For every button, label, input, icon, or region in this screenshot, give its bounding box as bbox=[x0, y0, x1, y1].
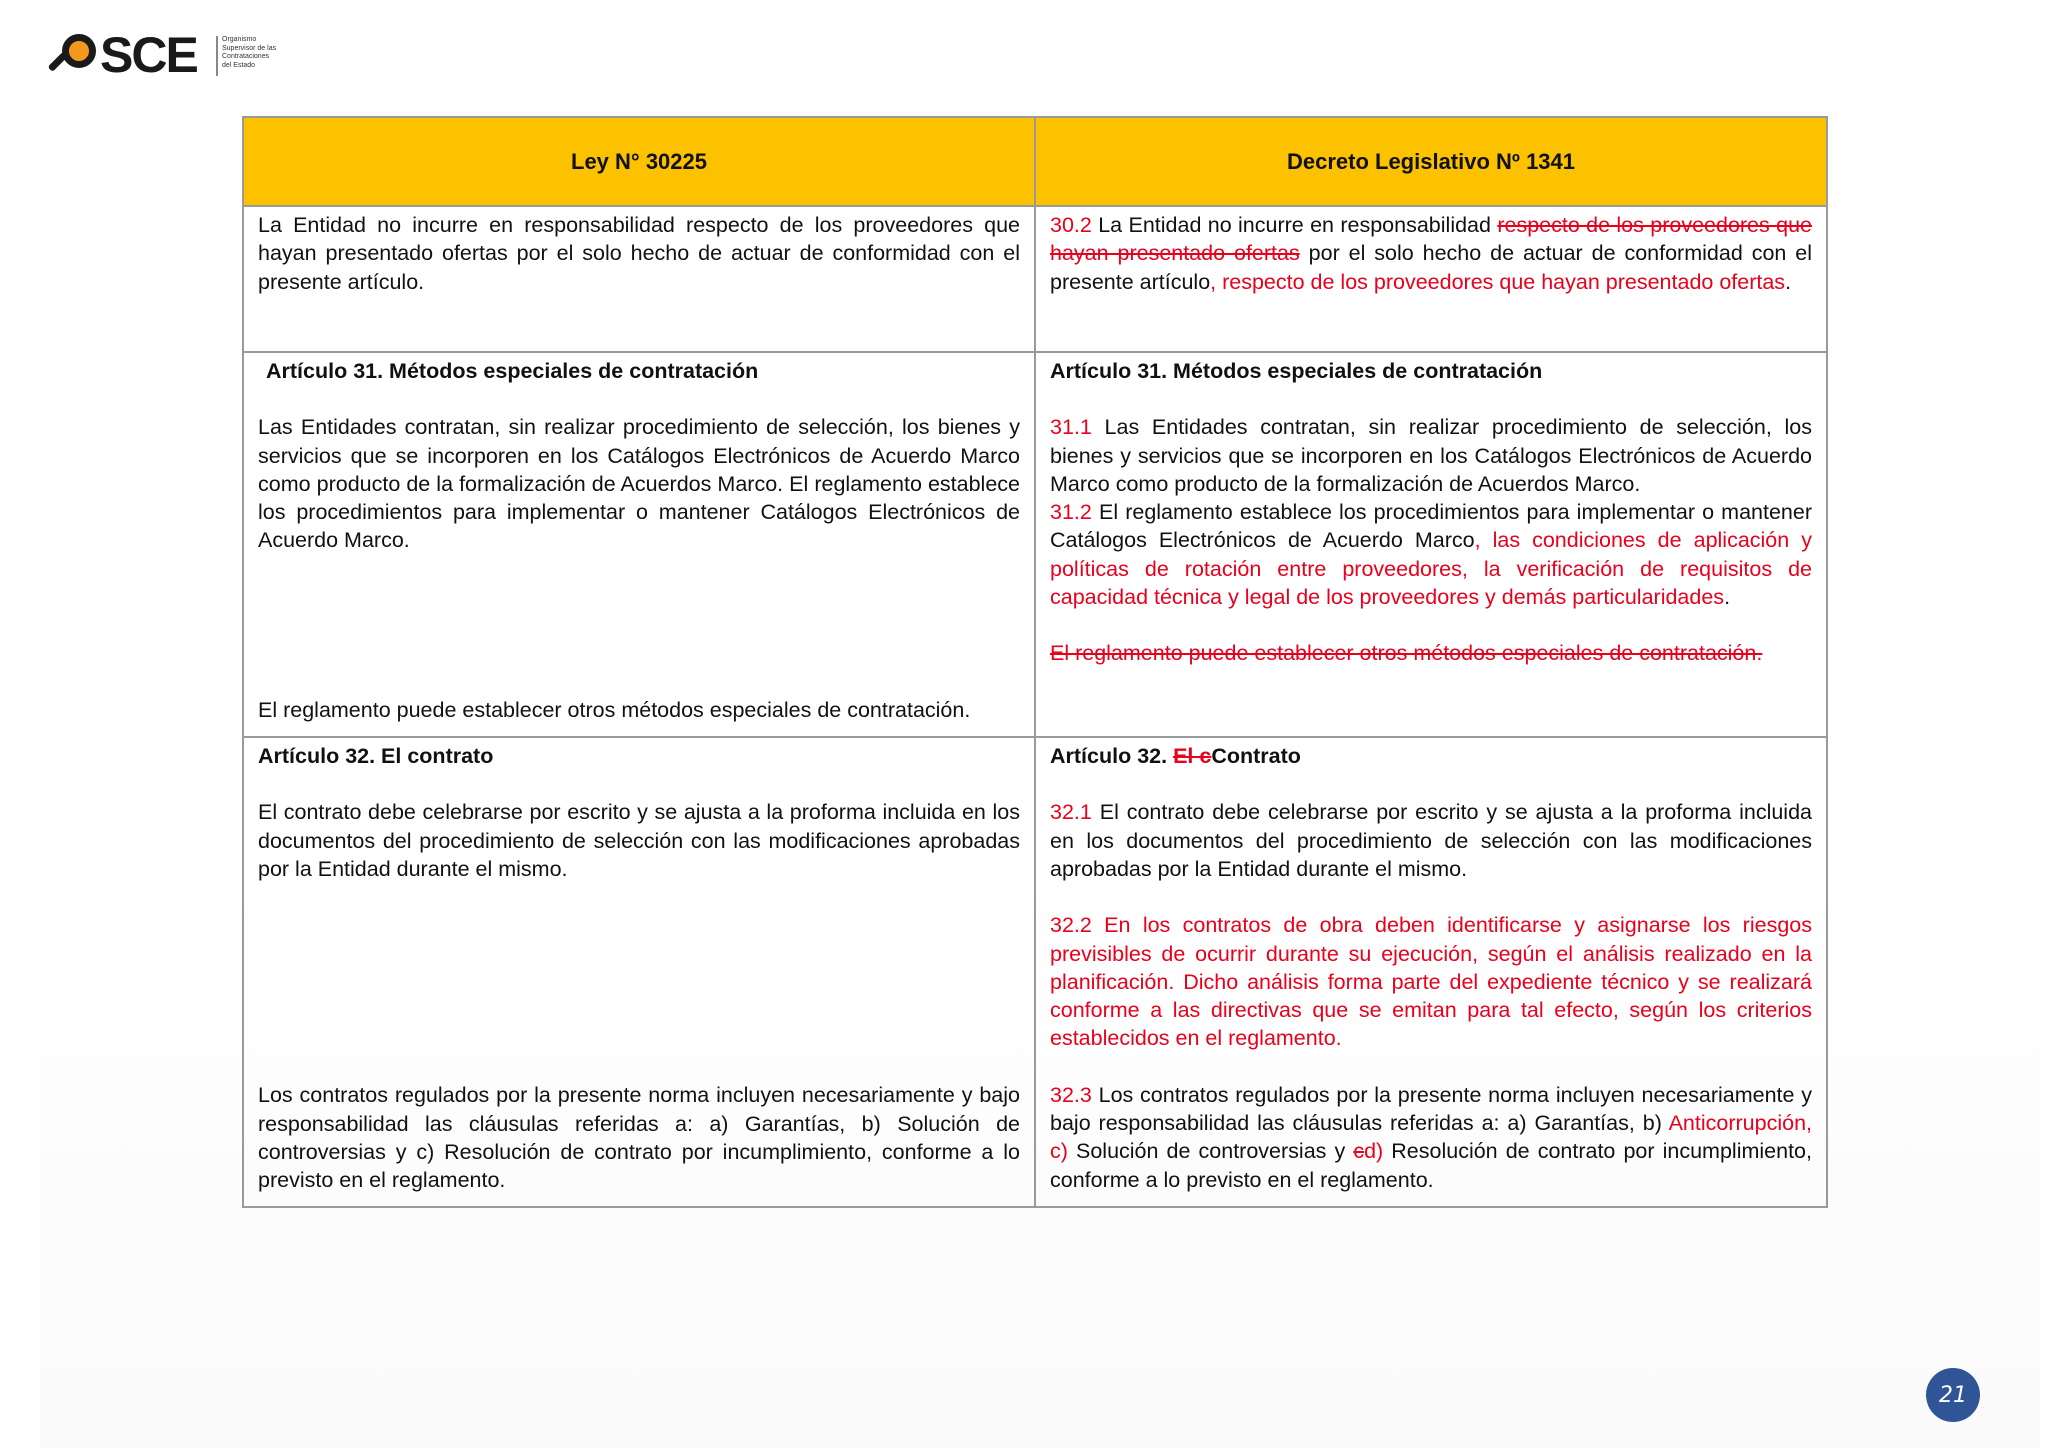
row3-left-p2: Los contratos regulados por la presente norma incluyen necesariamente y bajo responsabilidad las cláusulas referidas a: a) Garantías, b) Solución de controversias y c) Resolución de contrato por incumplimiento, conforme a lo previsto en el reglamento. bbox=[258, 1083, 1020, 1193]
logo-subtitle-line: del Estado bbox=[222, 61, 256, 69]
article-32-title-left: Artículo 32. El contrato bbox=[258, 744, 494, 769]
added-text: , las condiciones de aplicación y políticas de rotación entre proveedores, la verificación de requisitos de capacidad técnica y legal de los proveedores y demás particularidades bbox=[1050, 528, 1812, 610]
text-segment: Contrato bbox=[1211, 744, 1301, 769]
deleted-text: c bbox=[1353, 1139, 1365, 1164]
text-segment: . bbox=[1785, 269, 1792, 294]
text-segment: Los contratos regulados por la presente norma incluyen necesariamente y bajo responsabilidad las cláusulas referidas a: a) Garantías, b) bbox=[1050, 1082, 1812, 1136]
row1-left-cell bbox=[243, 206, 1035, 352]
text-segment: por el solo hecho de actuar de conformidad con el presente artículo bbox=[1050, 241, 1813, 294]
logo-subtitle-line: Contrataciones bbox=[222, 53, 270, 60]
clause-number: 31.1 bbox=[1050, 415, 1092, 440]
text-segment: Artículo 32. bbox=[1050, 744, 1174, 769]
table-row bbox=[243, 352, 1827, 737]
header-decreto-1341: Decreto Legislativo Nº 1341 bbox=[1035, 117, 1827, 206]
row1-right-text bbox=[1050, 211, 1812, 296]
added-paragraph: 32.2 En los contratos de obra deben identificarse y asignarse los riesgos previsibles de ocurrir durante su ejecución, según el análisis realizado en la planificación. Dicho análisis forma parte del expediente técnico y se realizará conforme a las directivas que se emitan para tal efecto, según los criterios establecidos en el reglamento. bbox=[1050, 913, 1812, 1051]
row2-right-p2 bbox=[1050, 498, 1812, 611]
magnifier-icon bbox=[62, 34, 96, 68]
comparison-table bbox=[242, 116, 1828, 1208]
added-text: Anticorrupción, c) bbox=[1050, 1111, 1812, 1164]
article-31-title-left: Artículo 31. Métodos especiales de contratación bbox=[266, 359, 759, 383]
row3-left-p1: El contrato debe celebrarse por escrito y se ajusta a la proforma incluida en los documentos del procedimiento de selección con las modificaciones aprobadas por la Entidad durante el mismo. bbox=[258, 800, 1020, 881]
clause-number: 32.3 bbox=[1050, 1082, 1092, 1107]
article-32-title-right bbox=[1050, 742, 1812, 770]
row3-right-p1 bbox=[1050, 798, 1812, 883]
text-segment: Resolución de contrato por incumplimiento, conforme a lo previsto en el reglamento. bbox=[1050, 1139, 1812, 1192]
page-number-badge: 21 bbox=[1926, 1368, 1980, 1422]
row1-left-text: La Entidad no incurre en responsabilidad respecto de los proveedores que hayan presentado ofertas por el solo hecho de actuar de conformidad con el presente artículo. bbox=[258, 213, 1020, 294]
added-text: d) bbox=[1364, 1139, 1384, 1164]
logo-subtitle-line: Organismo bbox=[222, 36, 257, 43]
logo-word: SCE bbox=[100, 27, 197, 83]
text-segment: Las Entidades contratan, sin realizar procedimiento de selección, los bienes y servicios que se incorporen en los Catálogos Electrónicos de Acuerdo Marco como producto de la formalización de Acuerdos Marco. bbox=[1050, 415, 1812, 496]
table-row bbox=[243, 206, 1827, 352]
row2-right-p1 bbox=[1050, 413, 1812, 498]
row3-left-cell bbox=[243, 737, 1035, 1207]
header-ley-30225: Ley N° 30225 bbox=[243, 117, 1035, 206]
osce-logo bbox=[50, 26, 290, 86]
clause-number: 30.2 bbox=[1050, 213, 1092, 237]
deleted-paragraph: El reglamento puede establecer otros métodos especiales de contratación. bbox=[1050, 641, 1763, 666]
deleted-text: respecto de los proveedores que hayan presentado ofertas bbox=[1050, 213, 1812, 266]
row2-left-cell bbox=[243, 352, 1035, 737]
logo-subtitle bbox=[222, 36, 292, 70]
row2-left-p1: Las Entidades contratan, sin realizar procedimiento de selección, los bienes y servicios que se incorporen en los Catálogos Electrónicos de Acuerdo Marco como producto de la formalización de Acuerdos Marco. El reglamento establece los procedimientos para implementar o mantener Catálogos Electrónicos de Acuerdo Marco. bbox=[258, 415, 1020, 553]
text-segment: La Entidad no incurre en responsabilidad bbox=[1091, 213, 1498, 237]
row3-right-cell bbox=[1035, 737, 1827, 1207]
text-segment: El contrato debe celebrarse por escrito y se ajusta a la proforma incluida en los documentos del procedimiento de selección con las modificaciones aprobadas por la Entidad durante el mismo. bbox=[1050, 800, 1812, 881]
table-row bbox=[243, 737, 1827, 1207]
text-segment: El reglamento establece los procedimientos para implementar o mantener Catálogos Electrónicos de Acuerdo Marco bbox=[1050, 500, 1812, 553]
deleted-text: El c bbox=[1173, 744, 1212, 769]
row3-right-p3 bbox=[1050, 1081, 1812, 1194]
added-text: , respecto de los proveedores que hayan presentado ofertas bbox=[1210, 269, 1786, 294]
clause-number: 31.2 bbox=[1050, 500, 1092, 525]
text-segment: . bbox=[1724, 585, 1731, 610]
logo-subtitle-line: Supervisor de las bbox=[222, 44, 277, 52]
row1-right-cell bbox=[1035, 206, 1827, 352]
text-segment: Solución de controversias y bbox=[1067, 1139, 1354, 1164]
article-31-title-right: Artículo 31. Métodos especiales de contratación bbox=[1050, 359, 1543, 383]
logo-separator bbox=[216, 36, 218, 76]
table-header-row bbox=[243, 117, 1827, 206]
row2-left-p2: El reglamento puede establecer otros métodos especiales de contratación. bbox=[258, 697, 971, 722]
clause-number: 32.1 bbox=[1050, 800, 1092, 825]
row2-right-cell bbox=[1035, 352, 1827, 737]
